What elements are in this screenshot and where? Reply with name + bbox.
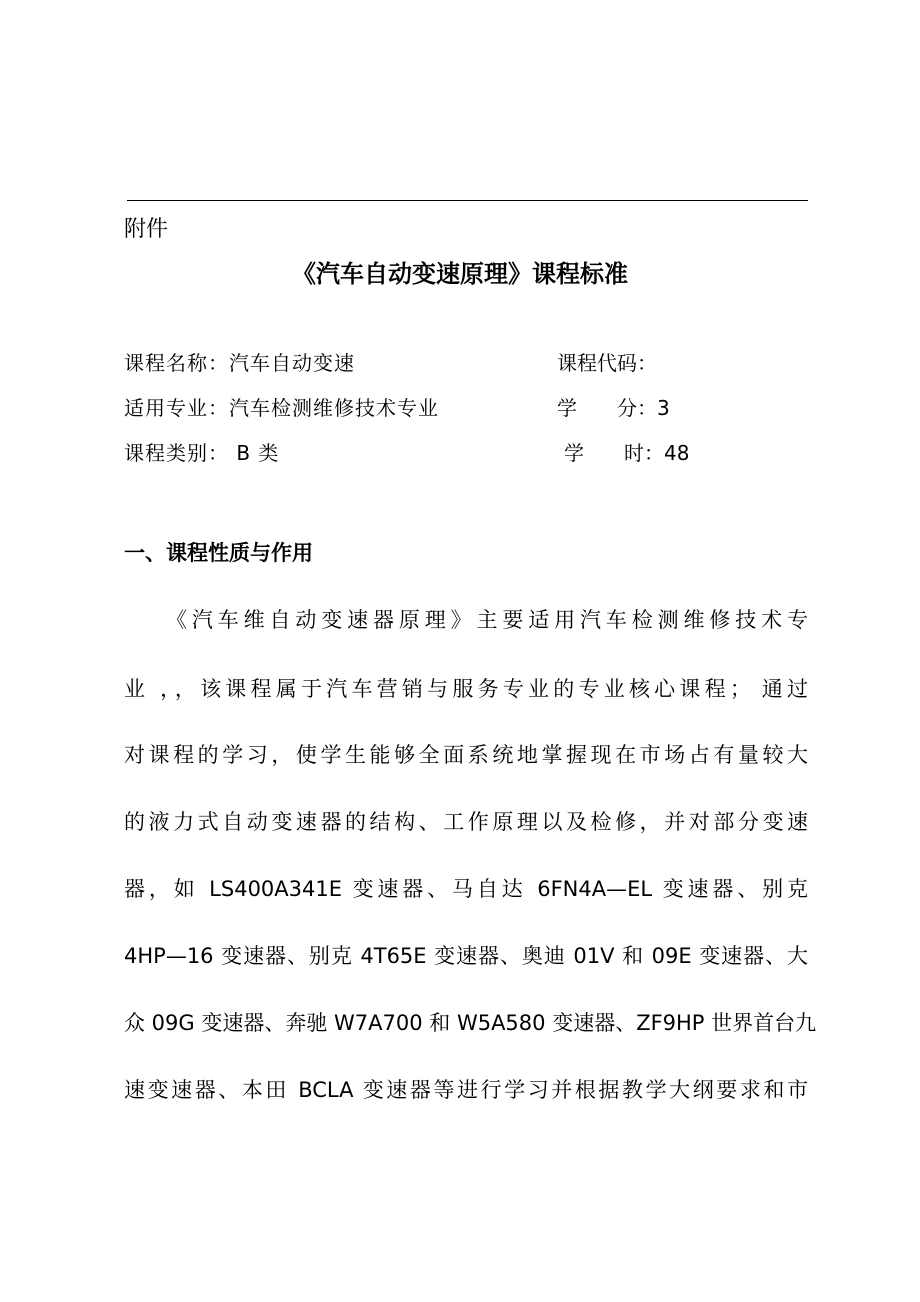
paragraph-line: 众 09G 变速器、奔驰 W7A700 和 W5A580 变速器、ZF9HP 世界首台九: [124, 1011, 817, 1035]
course-name: 课程名称：汽车自动变速: [124, 351, 355, 375]
course-code: 课程代码：: [557, 351, 657, 375]
section-heading: 一、课程性质与作用: [124, 541, 313, 565]
paragraph-line: 速变速器、本田 BCLA 变速器等进行学习并根据教学大纲要求和市: [124, 1078, 808, 1102]
paragraph-line: 的液力式自动变速器的结构、工作原理以及检修，并对部分变速: [124, 810, 808, 834]
info-row-course: [124, 348, 824, 378]
document-title: 《汽车自动变速原理》课程标准: [292, 260, 628, 288]
header-rule: [127, 200, 808, 201]
course-category: 课程类别： B 类: [124, 441, 280, 465]
attachment-label: 附件: [124, 217, 169, 242]
paragraph-line: 4HP—16 变速器、别克 4T65E 变速器、奥迪 01V 和 09E 变速器、大: [124, 944, 808, 968]
paragraph-line: 《汽车维自动变速器原理》主要适用汽车检测维修技术专: [166, 608, 808, 632]
applicable-major: 适用专业：汽车检测维修技术专业: [124, 396, 439, 420]
paragraph-line: 业 ，，该课程属于汽车营销与服务专业的专业核心课程； 通过: [124, 677, 808, 701]
course-hours: 学 时：48: [564, 441, 690, 465]
paragraph-line: 对课程的学习，使学生能够全面系统地掌握现在市场占有量较大: [124, 743, 808, 767]
info-row-major: [124, 393, 824, 423]
course-credits: 学 分：3: [557, 396, 670, 420]
info-row-category: [124, 438, 824, 468]
paragraph-line: 器，如 LS400A341E 变速器、马自达 6FN4A—EL 变速器、别克: [124, 877, 808, 901]
